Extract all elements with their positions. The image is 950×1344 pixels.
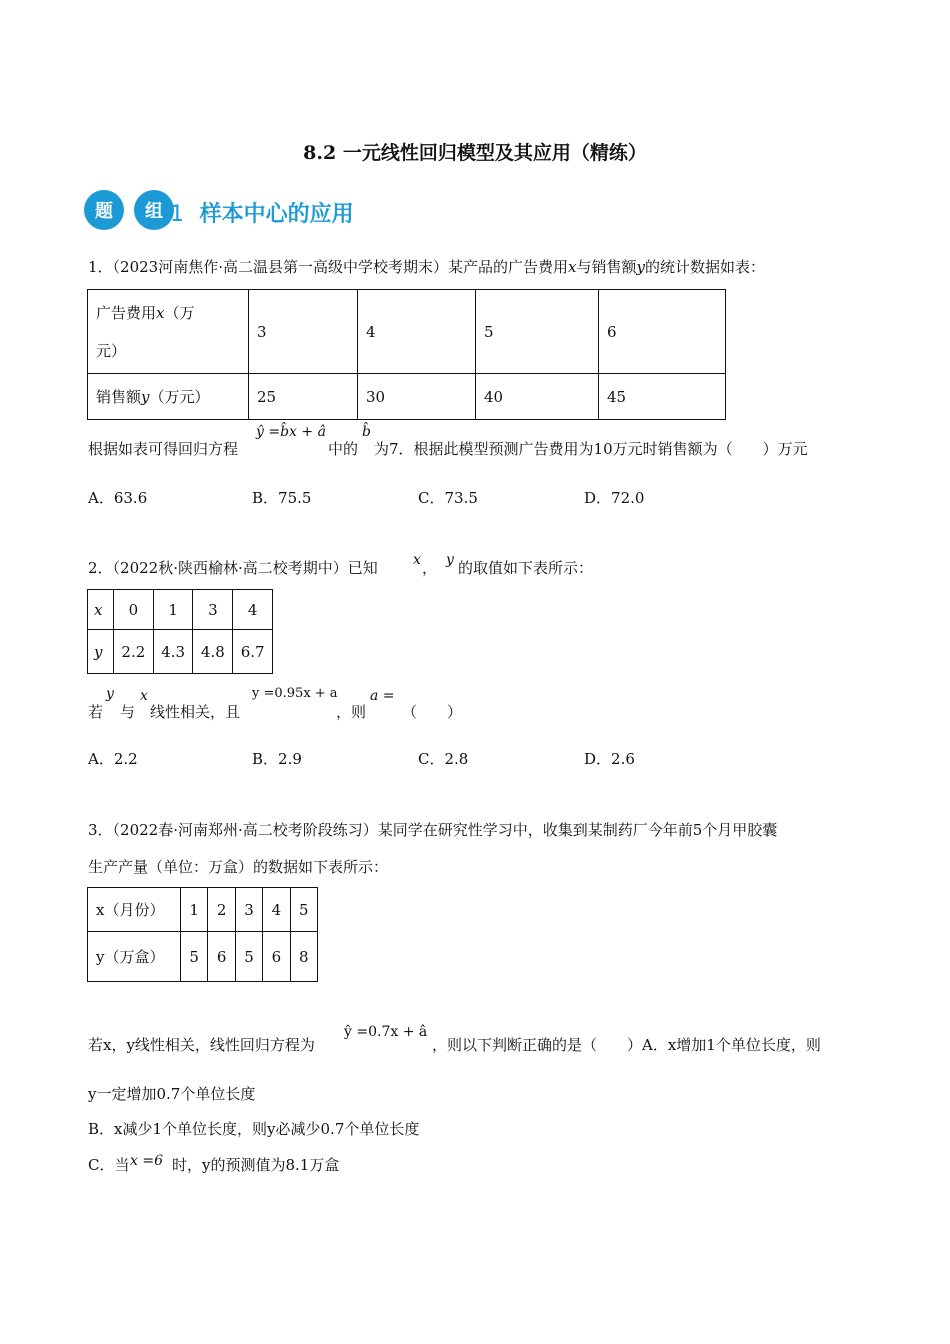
q2-table-cell: 4.8 (193, 630, 233, 674)
q1-stem-text: 1．（2023河南焦作·高二温县第一高级中学校考期末）某产品的广告费用 (88, 258, 568, 276)
q1-stem (88, 257, 765, 277)
q3-table-cell: 5 (290, 888, 317, 932)
q3-option-a-cont: y一定增加0.7个单位长度 (88, 1085, 256, 1103)
q3-stem-line1: 3．（2022春·河南郑州·高二校考阶段练习）某同学在研究性学习中，收集到某制药厂今年前5个月甲胶囊 (88, 821, 778, 839)
q1-text-a: 根据如表可得回归方程 (88, 440, 239, 458)
q3-table-row (88, 888, 318, 932)
q2-stem-a: 2．（2022秋·陕西榆林·高二校考期中）已知 (88, 559, 378, 577)
q2-lin: 线性相关，且 (150, 703, 241, 721)
q2-a-eq: a = (370, 688, 395, 704)
q2-option-c: C．2.8 (418, 750, 469, 768)
q1-stem-end: 的统计数据如表： (644, 258, 765, 276)
q3-table-cell: 6 (208, 932, 235, 982)
q1-label-text: 广告费用 (96, 303, 157, 322)
q2-stem-b: 的取值如下表所示： (458, 559, 594, 577)
q3-table-cell: 2 (208, 888, 235, 932)
q3-option-c-a: C．当 (88, 1156, 130, 1174)
q2-table-cell: 1 (153, 590, 193, 630)
q1-table-cell: 6 (599, 290, 726, 374)
q2-option-b: B．2.9 (252, 750, 302, 768)
q1-text-b: 中的 (328, 440, 359, 458)
section-heading (170, 197, 354, 228)
q2-ruo: 若 (88, 703, 104, 721)
q1-table-cell: 45 (599, 374, 726, 420)
q1-option-b: B．75.5 (252, 489, 312, 507)
q1-stem-mid: 与销售额 (576, 258, 637, 276)
q1-text-c: 为7．根据此模型预测广告费用为10万元时销售额为（ ）万元 (374, 440, 808, 458)
q2-cond-x: x (140, 688, 148, 704)
q1-formula: ŷ =b̂x + â (256, 424, 326, 440)
q1-table-label-y (88, 374, 249, 420)
q2-table-row (88, 590, 273, 630)
q3-table-label: x（月份） (88, 888, 181, 932)
q1-label-text2: （万元） (149, 388, 210, 406)
q2-table-cell: x (88, 590, 114, 630)
q2-option-d: D．2.6 (584, 750, 635, 768)
q1-table-cell: 5 (476, 290, 599, 374)
q3-option-c-b: 时，y的预测值为8.1万盒 (172, 1156, 340, 1174)
q2-var-y: y (446, 552, 454, 568)
q3-option-b: B．x减少1个单位长度，则y必减少0.7个单位长度 (88, 1120, 420, 1138)
q1-label-text3: 元） (96, 341, 127, 360)
q1-table-row (88, 290, 726, 374)
q1-option-a: A．63.6 (88, 489, 148, 507)
page-title: 8.2 一元线性回归模型及其应用（精练） (303, 142, 647, 164)
q1-table (87, 289, 726, 420)
q2-table (87, 589, 273, 674)
q2-table-cell: 3 (193, 590, 233, 630)
q2-table-cell: 6.7 (233, 630, 273, 674)
q1-table-row (88, 374, 726, 420)
q1-table-cell: 3 (249, 290, 358, 374)
q1-label-var: y (141, 388, 150, 406)
q2-option-a: A．2.2 (88, 750, 138, 768)
q3-eq: ŷ =0.7x + â (344, 1024, 428, 1040)
q3-table-cell: 5 (235, 932, 262, 982)
q2-yu: 与 (120, 703, 136, 721)
q1-var-x: x (568, 258, 577, 276)
q3-text-b: ，则以下判断正确的是（ ）A．x增加1个单位长度，则 (432, 1036, 821, 1054)
q3-table-cell: 1 (181, 888, 208, 932)
q2-ze: ，则 (336, 703, 367, 721)
q3-option-c-eq: x =6 (130, 1153, 163, 1169)
section-badge-ti: 题 (84, 190, 124, 230)
q1-option-c: C．73.5 (418, 489, 478, 507)
q2-table-cell: 4 (233, 590, 273, 630)
q1-var-y: y (636, 258, 645, 276)
q1-table-cell: 40 (476, 374, 599, 420)
q2-table-cell: 0 (113, 590, 153, 630)
q1-label-text: 销售额 (96, 388, 142, 406)
q2-cond-y: y (106, 686, 114, 702)
section-number: 1 (170, 202, 184, 227)
q2-stem (88, 558, 378, 578)
q1-table-cell: 30 (358, 374, 476, 420)
q3-stem-line2: 生产产量（单位：万盒）的数据如下表所示： (88, 858, 389, 876)
q1-label-var: x (156, 303, 165, 322)
q2-eq: y =0.95x + a (252, 686, 338, 701)
q3-text-a: 若x，y线性相关，线性回归方程为 (88, 1036, 315, 1054)
q3-table (87, 887, 318, 982)
q1-table-cell: 25 (249, 374, 358, 420)
q1-label-text2: （万 (164, 303, 195, 322)
q2-table-cell: 2.2 (113, 630, 153, 674)
q2-table-cell: 4.3 (153, 630, 193, 674)
q3-table-cell: 6 (263, 932, 290, 982)
q1-table-cell: 4 (358, 290, 476, 374)
q3-table-label: y（万盒） (88, 932, 181, 982)
q2-table-row (88, 630, 273, 674)
section-title: 样本中心的应用 (199, 202, 354, 227)
q2-table-cell: y (88, 630, 114, 674)
q2-paren: （ ） (402, 703, 463, 721)
q1-b-hat: b̂ (362, 424, 371, 440)
q3-table-row (88, 932, 318, 982)
section-badge-zu: 组 (134, 190, 174, 230)
q3-table-cell: 4 (263, 888, 290, 932)
q2-comma: ， (422, 559, 438, 577)
q3-table-cell: 3 (235, 888, 262, 932)
q1-table-label-x (88, 290, 249, 374)
q3-table-cell: 8 (290, 932, 317, 982)
q3-table-cell: 5 (181, 932, 208, 982)
q2-var-x: x (413, 552, 421, 568)
q1-option-d: D．72.0 (584, 489, 645, 507)
